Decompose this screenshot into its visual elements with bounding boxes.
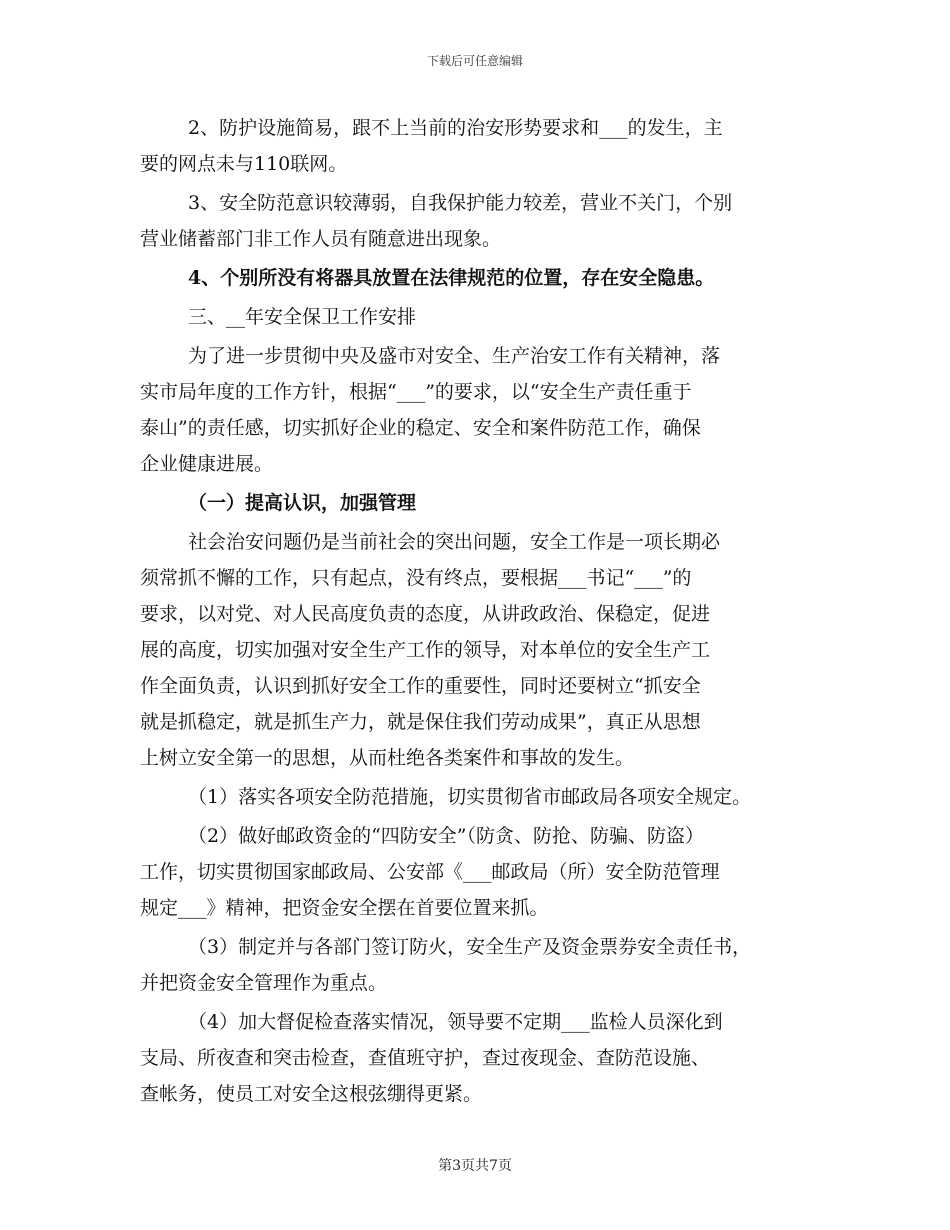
item-4-inspection: （4）加大督促检查落实情况，领导要不定期___监检人员深化到 支局、所夜查和突击检查，查值班守护，查过夜现金、查防范设施、 查帐务，使员工对安全这根弦绷得更紧。 [140,1011,723,1105]
page-number-footer: 第3页共7页 [438,1158,512,1174]
item-2-fund-security: （2）做好邮政资金的“四防安全”（防贪、防抢、防骗、防盗） 工作，切实贯彻国家邮政局、公安部《___邮政局（所）安全防范管理 规定___》精神，把资金安全摆在首要位置来抓。 [140,825,720,919]
subheading-raise-awareness: （一）提高认识，加强管理 [188,492,417,514]
paragraph-social-security: 社会治安问题仍是当前社会的突出问题，安全工作是一项长期必 须常抓不懈的工作，只有起点，没有终点，要根据___书记“___”的 要求，以对党、对人民高度负责的态度，从讲政政治、保稳定，促进 展的高度，切实加强对安全生产工作的领导，对本单位的安全生产工 作全面负责，认识到抓好安全工作的重要性，同时还要树立“抓安全 就是抓稳定，就是抓生产力，就是保住我们劳动成果”，真正从思想 上树立安全第一的思想，从而杜绝各类案件和事故的发生。 [140,531,721,769]
paragraph-protection-facilities: 2、防护设施简易，跟不上当前的治安形势要求和___的发生，主 要的网点未与110联网。 [140,117,723,175]
paragraph-security-awareness: 3、安全防范意识较薄弱，自我保护能力较差，营业不关门，个别 营业储蓄部门非工作人员有随意进出现象。 [140,192,733,250]
page-header: 下载后可任意编辑 [426,54,523,68]
item-1-safety-measures: （1）落实各项安全防范措施，切实贯彻省市邮政局各项安全规定。 [188,786,752,808]
item-3-responsibility-agreement: （3）制定并与各部门签订防火，安全生产及资金票券安全责任书， 并把资金安全管理作为重点。 [140,936,752,994]
document-body [140,110,810,1115]
paragraph-equipment-placement: 4、个别所没有将器具放置在法律规范的位置，存在安全隐患。 [188,267,715,289]
paragraph-implementation-intro: 为了进一步贯彻中央及盛市对安全、生产治安工作有关精神，落 实市局年度的工作方针，根据“___”的要求，以“安全生产责任重于 泰山”的责任感，切实抓好企业的稳定、安全和案件防范工作，确保 企业健康进展。 [140,345,721,475]
section-heading-security-plan: 三、__年安全保卫工作安排 [188,306,417,328]
